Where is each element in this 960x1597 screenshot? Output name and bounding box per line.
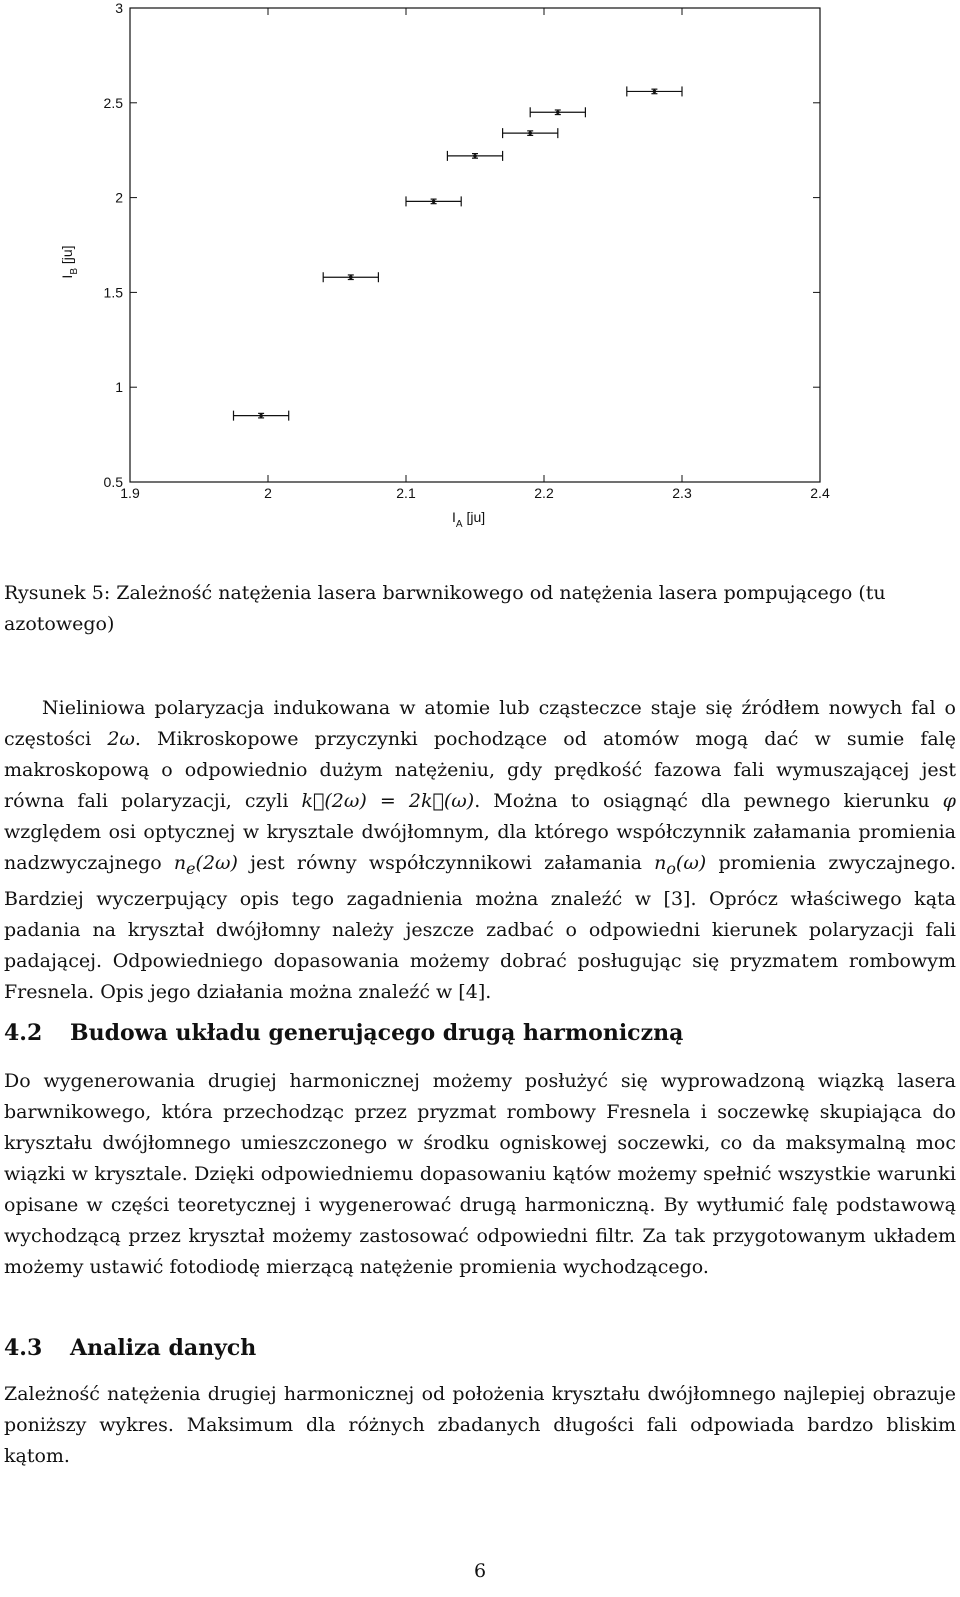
x-tick-label: 1.9 [120, 485, 140, 501]
data-point [234, 411, 289, 421]
chart [0, 0, 960, 540]
point-marker [556, 110, 560, 114]
data-points [234, 86, 683, 420]
point-marker [473, 154, 477, 158]
paragraph-nonlinear-polarization: Nieliniowa polaryzacja indukowana w atomie lub cząsteczce staje się źródłem nowych fal o częstości 2ω. Mikroskopowe przyczynki pochodzące od atomów mogą dać w sumie falę makroskopową o odpowiednio dużym natężeniu, gdy prędkość fazowa fali wymuszającej jest równa fali polaryzacji, czyli k⃗(2ω) = 2k⃗(ω). Można to osiągnąć dla pewnego kierunku φ względem osi optycznej w krysztale dwójłomnym, dla którego współczynnik załamania promienia nadzwyczajnego $n_e(2\omega)$ jest równy współczynnikowi załamania $n_o(\omega)$ promienia zwyczajnego. Bardziej wyczerpujący opis tego zagadnienia można znaleźć w [3]. Oprócz właściwego kąta padania na kryształ dwójłomny należy jeszcze zadbać o odpowiedni kierunek polaryzacji fali padającej. Odpowiedniego dopasowania możemy dobrać posługując się pryzmatem rombowym Fresnela. Opis jego działania można znaleźć w [4]. [4, 697, 957, 1003]
y-tick-label: 1 [115, 379, 123, 396]
y-tick-label: 3 [115, 0, 123, 16]
y-axis-label: $I_B$ [ju] [59, 245, 80, 279]
point-marker [432, 200, 436, 204]
point-marker [653, 90, 657, 94]
data-point [406, 196, 461, 206]
data-point [447, 151, 502, 161]
section-heading-4-2: 4.2 Budowa układu generującego drugą harmoniczną [4, 1020, 684, 1046]
paragraph-setup: Do wygenerowania drugiej harmonicznej możemy posłużyć się wyprowadzoną wiązką lasera barwnikowego, która przechodząc przez pryzmat rombowy Fresnela i soczewkę skupiająca do kryształu dwójłomnego umieszczonego w środku ogniskowej soczewki, co da maksymalną moc wiązki w krysztale. Dzięki odpowiedniemu dopasowaniu kątów możemy spełnić wszystkie warunki opisane w części teoretycznej i wygenerować drugą harmoniczną. By wytłumić falę podstawową wychodzącą przez kryształ możemy zastosować odpowiedni filtr. Za tak przygotowanym układem możemy ustawić fotodiodę mierzącą natężenie promienia wychodzącego. [4, 1070, 956, 1278]
data-point [530, 107, 585, 117]
x-tick-label: 2.2 [534, 485, 554, 501]
paragraph-analysis: Zależność natężenia drugiej harmonicznej od położenia kryształu dwójłomnego najlepiej obrazuje poniższy wykres. Maksimum dla różnych zbadanych długości fali odpowiada bardzo bliskim kątom. [4, 1383, 956, 1467]
y-tick-label: 0.5 [103, 474, 123, 490]
y-tick-label: 1.5 [103, 284, 123, 301]
figure-caption: Rysunek 5: Zależność natężenia lasera barwnikowego od natężenia lasera pompującego (tu azotowego) [4, 582, 886, 635]
data-point [323, 272, 378, 282]
data-point [503, 128, 558, 138]
x-tick-label: 2.4 [810, 485, 830, 501]
section-heading-4-3: 4.3 Analiza danych [4, 1335, 257, 1361]
point-marker [259, 414, 263, 418]
point-marker [349, 275, 353, 279]
x-axis-label: $I_A$ [ju] [452, 509, 486, 530]
data-point [627, 86, 682, 96]
x-tick-label: 2 [264, 485, 272, 501]
axis-ticks [104, 0, 830, 501]
page-number: 6 [473, 1560, 487, 1582]
x-tick-label: 2.3 [672, 485, 692, 501]
y-tick-label: 2.5 [103, 94, 123, 111]
y-tick-label: 2 [115, 189, 123, 206]
point-marker [528, 131, 532, 135]
x-tick-label: 2.1 [396, 485, 416, 501]
